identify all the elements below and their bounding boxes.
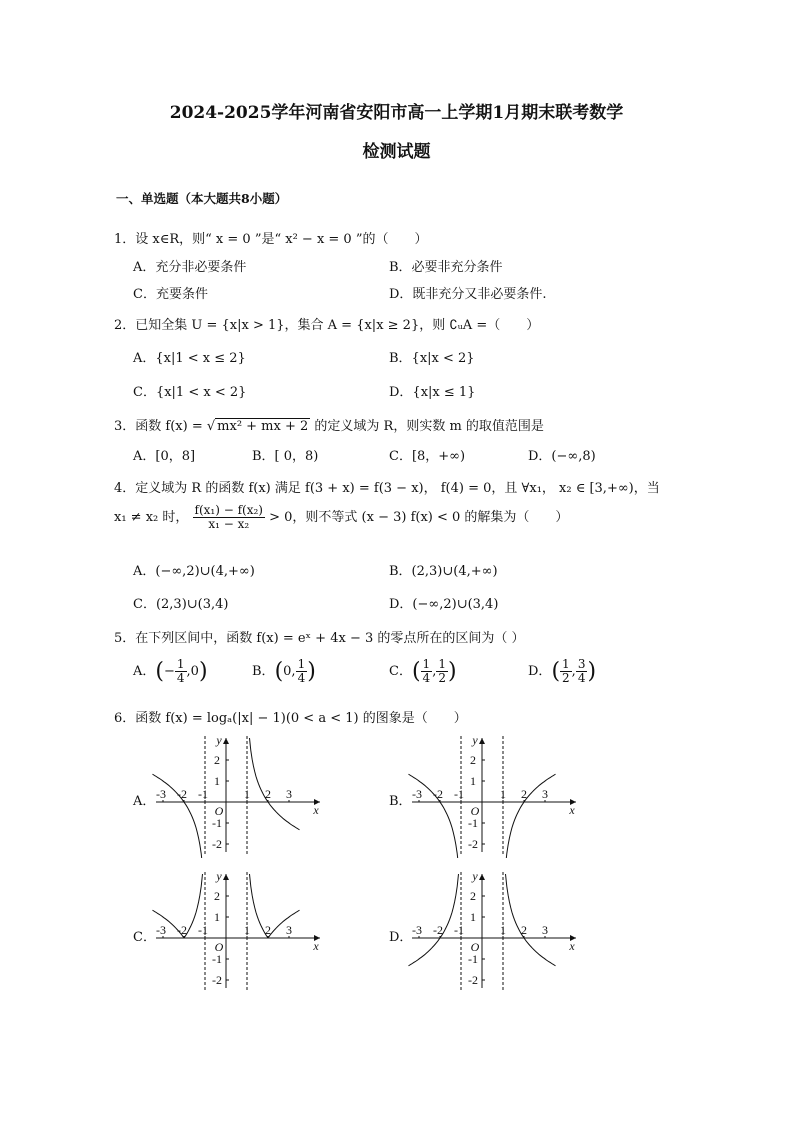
frac-den: 4 [176,671,185,685]
x-tick-label: -2 [177,923,187,937]
x-tick-label: -2 [433,787,443,801]
q5-option-d: D．( $\frac{1}{2}$ , $\frac{3}{4}$ ) [528,657,597,685]
y-axis-label: y [472,733,478,747]
q1-option-c: C．充要条件 [133,287,208,302]
x-tick-label: -3 [156,923,166,937]
q5-stem: 5．在下列区间中，函数 f(x) = eˣ + 4x − 3 的零点所在的区间为（ ） [114,631,525,646]
y-tick-label: -2 [468,973,478,987]
paren-open: ( [411,659,421,684]
q5-b-frac [296,658,308,685]
x-tick-label: -2 [433,923,443,937]
x-tick-label: -1 [198,923,208,937]
q3-stem-post: 的定义域为 R，则实数 m 的取值范围是 [310,419,544,434]
q5-d-label: D． [528,664,552,679]
y-tick-label: -1 [212,816,222,830]
q5-a-pre: − [163,664,175,679]
q5-d-frac2 [576,658,588,685]
paren-open: ( [551,659,561,684]
section-heading: 一、单选题（本大题共8小题） [116,191,288,206]
page-title: 2024-2025学年河南省安阳市高一上学期1月期末联考数学 [169,103,624,123]
y-tick-label: 2 [214,753,220,767]
q6-graph-d [406,868,586,994]
q2-option-d: D．{x|x ≤ 1} [389,385,476,400]
x-tick-label: -1 [454,923,464,937]
q5-c-frac1 [421,658,433,685]
y-axis-label: y [216,869,222,883]
x-tick-label: 1 [500,787,506,801]
x-tick-label: -3 [156,787,166,801]
q2-option-b: B．{x|x < 2} [389,351,475,366]
paren-close: ) [587,659,597,684]
curve-branch-2 [250,738,300,830]
x-tick-label: 3 [286,787,292,801]
q5-c-label: C． [389,664,412,679]
q3-option-c: C．[8，+∞) [389,449,466,464]
frac-num: 3 [577,657,586,671]
q4-option-c: C．(2,3)∪(3,4) [133,597,229,612]
frac-den: 4 [422,671,431,685]
y-tick-label: -1 [212,952,222,966]
origin-label: O [470,804,480,818]
q2-stem: 2．已知全集 U = {x|x > 1}，集合 A = {x|x ≥ 2}，则 ∁ᵤA =（ ） [114,318,540,333]
y-tick-label: -1 [468,816,478,830]
q5-option-b [252,658,316,685]
curve-branch-2 [506,874,556,966]
q6-stem: 6．函数 f(x) = logₐ(|x| − 1)(0 < a < 1) 的图象是（ ） [114,711,467,726]
q6-graph-a [150,732,330,858]
q4-stem-line2 [114,504,568,531]
q1-option-d: D．既非充分又非必要条件. [389,287,547,302]
q5-option-a [133,658,208,685]
y-tick-label: -1 [468,952,478,966]
x-tick-label: 2 [521,923,527,937]
q4-option-b: B．(2,3)∪(4,+∞) [389,564,498,579]
paren-open: ( [155,659,164,684]
q1-option-a: A．充分非必要条件 [133,260,247,275]
q4-stem-line1: 4．定义域为 R 的函数 f(x) 满足 f(3 + x) = f(3 − x)， f(4) = 0，且 ∀x₁， x₂ ∈ [3,+∞)，当 [114,481,660,496]
y-tick-label: 1 [214,774,220,788]
paren-close: ) [198,659,208,684]
curve-branch-2 [506,774,556,858]
y-tick-label: -2 [212,973,222,987]
y-tick-label: 2 [470,753,476,767]
y-tick-label: 1 [470,910,476,924]
q5-option-c: C．( $\frac{1}{4}$ , $\frac{1}{2}$ ) [389,657,457,685]
x-axis-label: x [569,803,575,817]
frac-den: 2 [562,671,570,685]
q6-option-d-label: D． [389,930,413,945]
q3-option-d: D．(−∞,8) [528,449,596,464]
x-tick-label: 2 [521,787,527,801]
x-tick-label: -1 [454,787,464,801]
x-axis-label: x [313,939,319,953]
paren-close: ) [307,659,316,684]
x-axis-label: x [569,939,575,953]
curve-branch-1 [409,874,459,966]
frac-den: 4 [577,671,586,685]
q5-a-post: ,0 [186,664,199,679]
y-tick-label: -2 [212,837,222,851]
paren-open: ( [274,659,284,684]
frac-den: 4 [297,671,306,685]
q5-d-frac1 [560,658,572,685]
x-tick-label: 1 [244,787,250,801]
q1-option-b: B．必要非充分条件 [389,260,503,275]
origin-label: O [214,804,224,818]
y-tick-label: 2 [214,889,220,903]
q2-option-c: C．{x|1 < x < 2} [133,385,247,400]
frac-num: 1 [297,657,306,671]
q4-frac-den: x₁ − x₂ [208,517,250,531]
q6-option-b-label: B． [389,794,412,809]
frac-num: 1 [438,657,446,671]
q4-option-d: D．(−∞,2)∪(3,4) [389,597,499,612]
x-tick-label: 1 [500,923,506,937]
y-axis-label: y [472,869,478,883]
origin-label: O [214,940,224,954]
radical-sign: √ [206,419,216,434]
y-axis-arrow-icon [479,738,485,744]
q3-stem [114,415,544,434]
x-tick-label: 3 [542,923,548,937]
frac-num: 1 [176,657,185,671]
q4-fraction [193,504,265,531]
x-tick-label: -3 [412,787,422,801]
x-tick-label: 3 [286,923,292,937]
y-axis-arrow-icon [479,874,485,880]
x-tick-label: 2 [265,923,271,937]
y-axis-arrow-icon [223,874,229,880]
q6-graph-c [150,868,330,994]
y-tick-label: 1 [214,910,220,924]
curve-branch-2 [250,874,300,937]
y-tick-label: 2 [470,889,476,903]
q4-stem2-pre: x₁ ≠ x₂ 时， [114,510,189,525]
q2-option-a: A．{x|1 < x ≤ 2} [133,351,246,366]
y-tick-label: 1 [470,774,476,788]
x-tick-label: -3 [412,923,422,937]
y-axis-label: y [216,733,222,747]
q5-a-frac [175,658,187,685]
q6-option-a-label: A． [133,794,156,809]
q3-stem-pre: 3．函数 f(x) = [114,419,207,434]
q3-radicand: mx² + mx + 2 [217,419,309,434]
frac-num: 1 [422,657,431,671]
q5-b-pre: 0, [283,664,296,679]
q5-b-label: B． [252,664,275,679]
origin-label: O [470,940,480,954]
x-tick-label: -2 [177,787,187,801]
q3-option-b: B．[ 0，8) [252,449,319,464]
frac-num: 1 [562,657,570,671]
x-tick-label: 1 [244,923,250,937]
q4-frac-num: f(x₁) − f(x₂) [194,503,263,517]
q6-option-c-label: C． [133,930,156,945]
x-tick-label: 3 [542,787,548,801]
page-subtitle: 检测试题 [362,142,431,162]
paren-close: ) [447,659,457,684]
x-tick-label: -1 [198,787,208,801]
q6-graph-b [406,732,586,858]
x-axis-label: x [313,803,319,817]
q3-option-a: A．[0，8] [133,449,196,464]
q4-stem2-post: > 0，则不等式 (x − 3) f(x) < 0 的解集为（ ） [269,510,569,525]
q1-stem: 1．设 x∈R，则“ x = 0 ”是“ x² − x = 0 ”的（ ） [114,232,428,247]
q5-a-label: A． [133,664,156,679]
frac-den: 2 [438,671,446,685]
q5-c-frac2 [436,658,448,685]
x-tick-label: 2 [265,787,271,801]
y-tick-label: -2 [468,837,478,851]
y-axis-arrow-icon [223,738,229,744]
q4-option-a: A．(−∞,2)∪(4,+∞) [133,564,255,579]
